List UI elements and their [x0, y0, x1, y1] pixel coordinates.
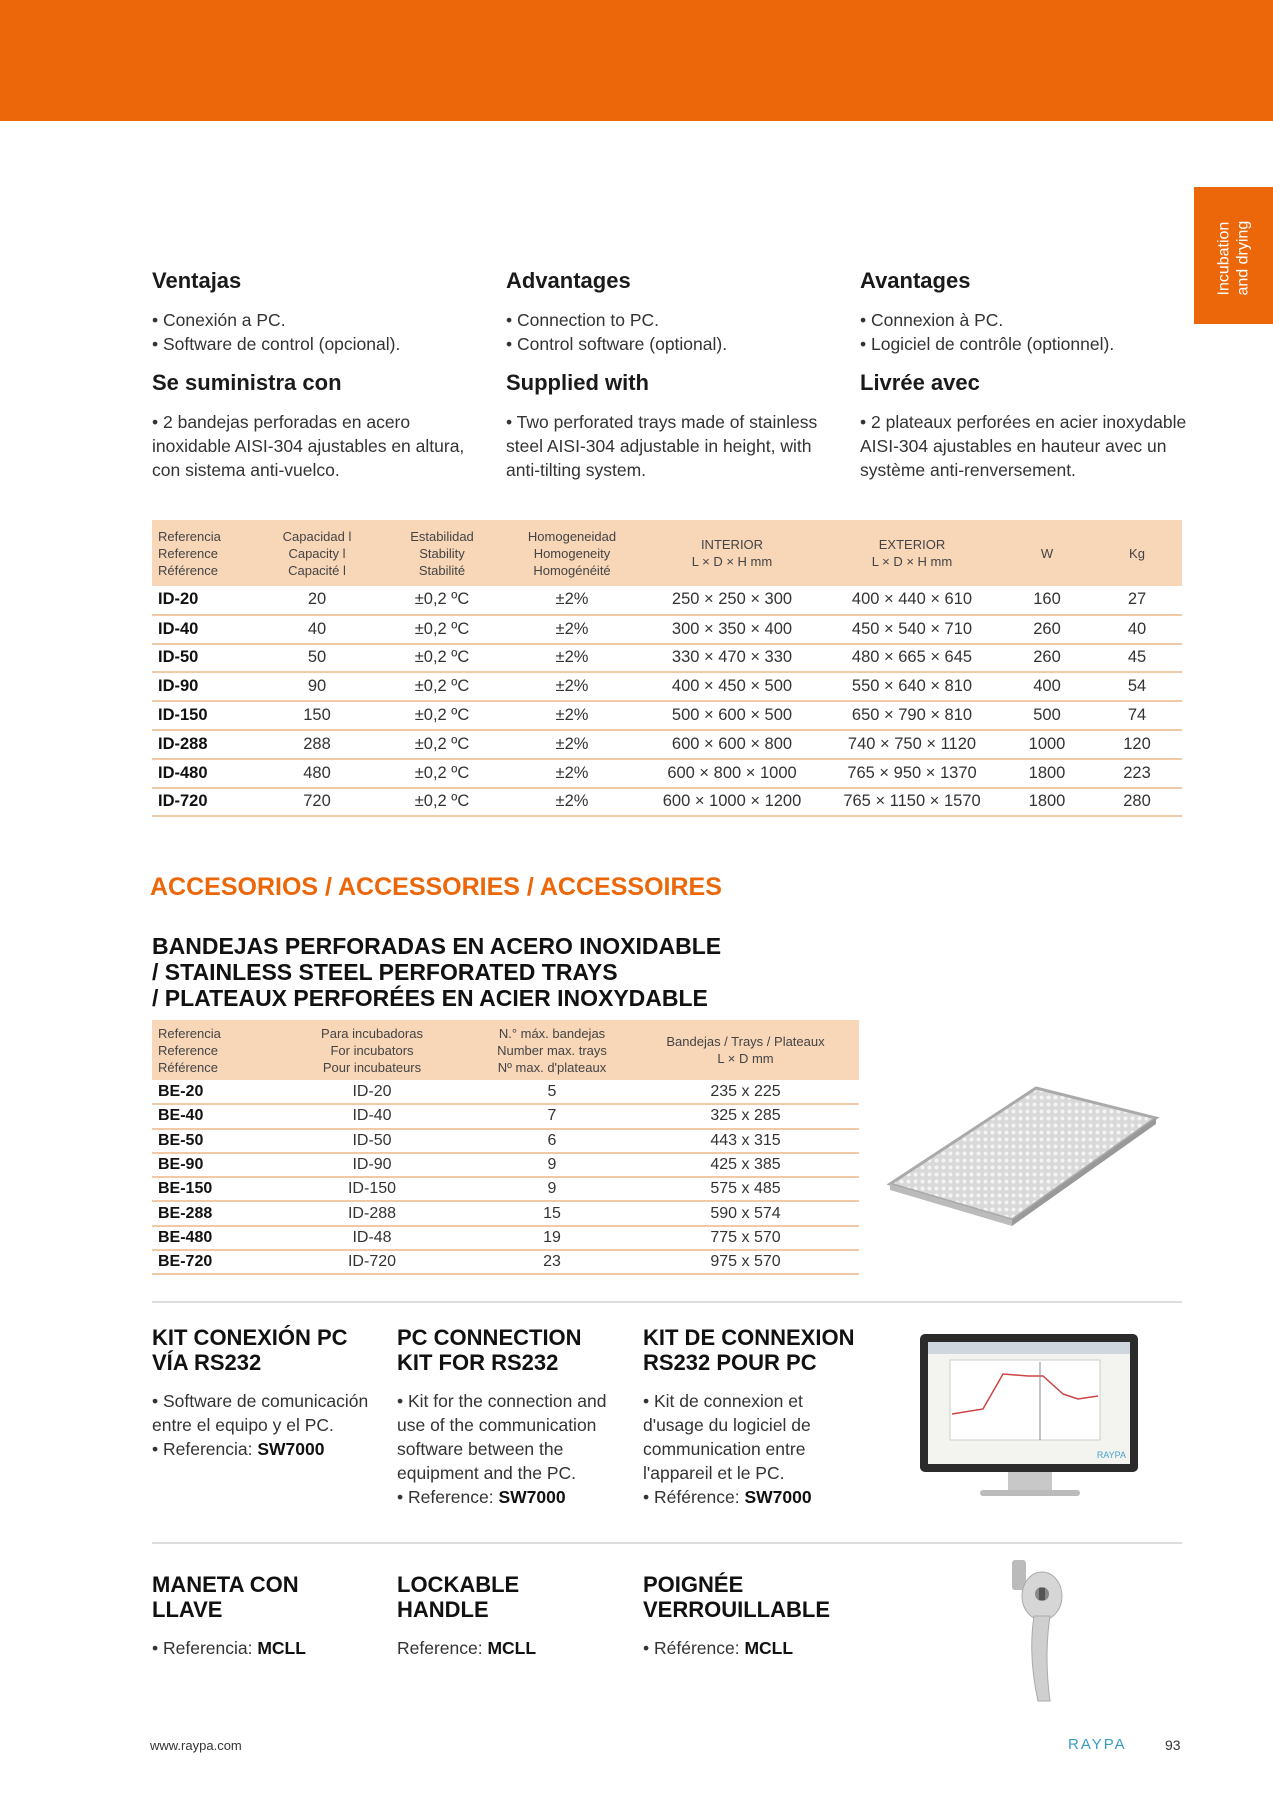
table-cell: 300 × 350 × 400 [642, 615, 822, 644]
supplied-title: Livrée avec [860, 370, 980, 395]
table-row [152, 1226, 859, 1250]
reference-cell: BE-20 [152, 1080, 272, 1104]
table-row [152, 759, 1182, 788]
table-cell: 40 [1092, 615, 1182, 644]
table-cell: 23 [472, 1250, 632, 1274]
handle-ref: MCLL [744, 1638, 794, 1658]
table-cell: 480 [252, 759, 382, 788]
specs-table [152, 520, 1182, 817]
table-cell: ±0,2 ºC [382, 759, 502, 788]
table-cell: 575 x 485 [632, 1177, 859, 1201]
table-cell: 150 [252, 701, 382, 730]
table-cell: ±2% [502, 615, 642, 644]
kit-text: • Software de comunicación entre el equipo y el PC. • Referencia: [152, 1391, 369, 1459]
table-cell: 5 [472, 1080, 632, 1104]
table-cell: 260 [1002, 644, 1092, 673]
table-cell: ±0,2 ºC [382, 788, 502, 817]
monitor-image [920, 1334, 1140, 1512]
advantages-title: Avantages [860, 268, 971, 293]
reference-cell: ID-720 [152, 788, 252, 817]
reference-cell: ID-20 [152, 586, 252, 615]
table-row [152, 1201, 859, 1225]
table-cell: ±2% [502, 759, 642, 788]
handle-text: • Referencia: [152, 1638, 258, 1658]
reference-cell: ID-90 [152, 672, 252, 701]
section-tab [1194, 187, 1273, 324]
table-row [152, 730, 1182, 759]
table-row [152, 1129, 859, 1153]
table-cell: ±0,2 ºC [382, 701, 502, 730]
divider [152, 1542, 1182, 1544]
table-row [152, 701, 1182, 730]
lockable-handle-image [1000, 1556, 1115, 1706]
column-header: Estabilidad Stability Stabilité [382, 520, 502, 586]
column-header: Homogeneidad Homogeneity Homogénéité [502, 520, 642, 586]
perforated-tray-image [884, 1080, 1160, 1230]
table-cell: ID-150 [272, 1177, 472, 1201]
reference-cell: ID-480 [152, 759, 252, 788]
table-cell: 1000 [1002, 730, 1092, 759]
handle-title: POIGNÉE VERROUILLABLE [643, 1572, 830, 1622]
kit-text: • Kit for the connection and use of the communication software between the equipment and the PC. • Reference: [397, 1391, 607, 1507]
kit-title: KIT DE CONNEXION RS232 POUR PC [643, 1325, 855, 1375]
table-cell: 500 [1002, 701, 1092, 730]
table-cell: ±2% [502, 701, 642, 730]
table-cell: 120 [1092, 730, 1182, 759]
table-cell: 450 × 540 × 710 [822, 615, 1002, 644]
table-cell: 400 [1002, 672, 1092, 701]
kit-ref: SW7000 [744, 1487, 812, 1507]
table-cell: 9 [472, 1153, 632, 1177]
table-cell: 50 [252, 644, 382, 673]
table-cell: 600 × 800 × 1000 [642, 759, 822, 788]
table-row [152, 1080, 859, 1104]
chart-graph [928, 1354, 1130, 1464]
kit-title: KIT CONEXIÓN PC VÍA RS232 [152, 1325, 348, 1375]
section-tab-label: Incubation and drying [1215, 220, 1252, 295]
table-cell: ±0,2 ºC [382, 730, 502, 759]
handle-ref: MCLL [257, 1638, 306, 1658]
handle-title: MANETA CON LLAVE [152, 1572, 299, 1622]
table-cell: 280 [1092, 788, 1182, 817]
table-cell: 1800 [1002, 759, 1092, 788]
reference-cell: BE-150 [152, 1177, 272, 1201]
reference-cell: BE-480 [152, 1226, 272, 1250]
table-cell: 720 [252, 788, 382, 817]
table-cell: 27 [1092, 586, 1182, 615]
column-header: INTERIOR L × D × H mm [642, 520, 822, 586]
monitor-brand: RAYPA [1096, 1450, 1126, 1460]
table-cell: ID-288 [272, 1201, 472, 1225]
table-cell: ±0,2 ºC [382, 586, 502, 615]
table-cell: ±0,2 ºC [382, 615, 502, 644]
table-cell: 975 x 570 [632, 1250, 859, 1274]
table-cell: 765 × 950 × 1370 [822, 759, 1002, 788]
table-cell: 775 x 570 [632, 1226, 859, 1250]
table-cell: ±2% [502, 672, 642, 701]
supplied-title: Se suministra con [152, 370, 342, 395]
trays-table [152, 1020, 859, 1275]
table-cell: 45 [1092, 644, 1182, 673]
table-cell: ±2% [502, 788, 642, 817]
handle-fr [643, 1572, 883, 1660]
table-cell: 9 [472, 1177, 632, 1201]
table-row [152, 1177, 859, 1201]
table-cell: ±2% [502, 586, 642, 615]
table-cell: ±0,2 ºC [382, 672, 502, 701]
table-cell: 740 × 750 × 1120 [822, 730, 1002, 759]
column-header: Referencia Reference Référence [152, 1020, 272, 1080]
handle-en [397, 1572, 627, 1660]
table-cell: 650 × 790 × 810 [822, 701, 1002, 730]
table-cell: 250 × 250 × 300 [642, 586, 822, 615]
handle-title: LOCKABLE HANDLE [397, 1572, 520, 1622]
reference-cell: BE-90 [152, 1153, 272, 1177]
table-cell: 40 [252, 615, 382, 644]
table-cell: 6 [472, 1129, 632, 1153]
table-cell: 590 x 574 [632, 1201, 859, 1225]
table-cell: ID-20 [272, 1080, 472, 1104]
table-cell: ID-48 [272, 1226, 472, 1250]
column-header: Kg [1092, 520, 1182, 586]
advantages-list: • Conexión a PC. • Software de control (opcional). [152, 310, 401, 354]
table-cell: 550 × 640 × 810 [822, 672, 1002, 701]
reference-cell: BE-288 [152, 1201, 272, 1225]
table-cell: 443 x 315 [632, 1129, 859, 1153]
table-cell: ID-90 [272, 1153, 472, 1177]
advantages-title: Advantages [506, 268, 631, 293]
kit-en [397, 1325, 627, 1509]
table-row [152, 672, 1182, 701]
table-row [152, 1153, 859, 1177]
column-header: N.° máx. bandejas Number max. trays Nº max. d'plateaux [472, 1020, 632, 1080]
kit-ref: SW7000 [257, 1439, 325, 1459]
advantages-list: • Connexion à PC. • Logiciel de contrôle (optionnel). [860, 310, 1115, 354]
table-cell: ±0,2 ºC [382, 644, 502, 673]
column-header: Bandejas / Trays / Plateaux L × D mm [632, 1020, 859, 1080]
table-cell: 160 [1002, 586, 1092, 615]
reference-cell: BE-720 [152, 1250, 272, 1274]
table-cell: 330 × 470 × 330 [642, 644, 822, 673]
column-fr [860, 268, 1200, 482]
kit-fr [643, 1325, 883, 1509]
advantages-title: Ventajas [152, 268, 242, 293]
column-header: EXTERIOR L × D × H mm [822, 520, 1002, 586]
table-cell: ±2% [502, 644, 642, 673]
table-cell: 288 [252, 730, 382, 759]
header-bar [0, 0, 1273, 121]
table-cell: 480 × 665 × 645 [822, 644, 1002, 673]
table-cell: 600 × 1000 × 1200 [642, 788, 822, 817]
column-header: Referencia Reference Référence [152, 520, 252, 586]
page-number: 93 [1165, 1737, 1181, 1753]
column-header: W [1002, 520, 1092, 586]
table-cell: 500 × 600 × 500 [642, 701, 822, 730]
table-cell: 400 × 450 × 500 [642, 672, 822, 701]
table-row [152, 1250, 859, 1274]
kit-text: • Kit de connexion et d'usage du logiciel de communication entre l'appareil et le PC. • Référence: [643, 1391, 811, 1507]
table-cell: 260 [1002, 615, 1092, 644]
reference-cell: ID-288 [152, 730, 252, 759]
footer-brand-logo: RAYPA [1068, 1736, 1127, 1753]
accessories-title: ACCESORIOS / ACCESSORIES / ACCESSOIRES [150, 873, 722, 901]
handle-ref: MCLL [487, 1638, 537, 1658]
table-row [152, 788, 1182, 817]
table-cell: 1800 [1002, 788, 1092, 817]
kit-ref: SW7000 [498, 1487, 566, 1507]
supplied-text: • 2 bandejas perforadas en acero inoxidable AISI-304 ajustables en altura, con sistema anti-vuelco. [152, 412, 465, 480]
table-cell: 400 × 440 × 610 [822, 586, 1002, 615]
table-row [152, 644, 1182, 673]
table-cell: 74 [1092, 701, 1182, 730]
divider [152, 1301, 1182, 1303]
table-row [152, 586, 1182, 615]
table-cell: 600 × 600 × 800 [642, 730, 822, 759]
reference-cell: BE-50 [152, 1129, 272, 1153]
reference-cell: BE-40 [152, 1104, 272, 1128]
reference-cell: ID-150 [152, 701, 252, 730]
table-row [152, 615, 1182, 644]
table-cell: 19 [472, 1226, 632, 1250]
supplied-title: Supplied with [506, 370, 649, 395]
kit-title: PC CONNECTION KIT FOR RS232 [397, 1325, 582, 1375]
table-cell: 765 × 1150 × 1570 [822, 788, 1002, 817]
table-cell: ID-40 [272, 1104, 472, 1128]
handle-es [152, 1572, 382, 1660]
table-cell: 325 x 285 [632, 1104, 859, 1128]
footer-url[interactable]: www.raypa.com [150, 1738, 242, 1753]
table-row [152, 1104, 859, 1128]
table-cell: 7 [472, 1104, 632, 1128]
trays-title: BANDEJAS PERFORADAS EN ACERO INOXIDABLE / STAINLESS STEEL PERFORATED TRAYS / PLATEAUX PERFORÉES EN ACIER INOXYDABLE [152, 933, 722, 1011]
advantages-list: • Connection to PC. • Control software (optional). [506, 310, 728, 354]
column-en [506, 268, 836, 482]
table-cell: 223 [1092, 759, 1182, 788]
table-cell: 425 x 385 [632, 1153, 859, 1177]
table-cell: 15 [472, 1201, 632, 1225]
handle-text: • Référence: [643, 1638, 745, 1658]
table-cell: ±2% [502, 730, 642, 759]
column-es [152, 268, 482, 482]
handle-text: Reference: [397, 1638, 488, 1658]
supplied-text: • 2 plateaux perforées en acier inoxydable AISI-304 ajustables en hauteur avec un système anti-renversement. [860, 412, 1187, 480]
supplied-text: • Two perforated trays made of stainless steel AISI-304 adjustable in height, with anti-tilting system. [506, 412, 818, 480]
table-cell: 20 [252, 586, 382, 615]
table-cell: ID-720 [272, 1250, 472, 1274]
column-header: Para incubadoras For incubators Pour incubateurs [272, 1020, 472, 1080]
table-cell: 54 [1092, 672, 1182, 701]
column-header: Capacidad l Capacity l Capacité l [252, 520, 382, 586]
table-cell: ID-50 [272, 1129, 472, 1153]
reference-cell: ID-50 [152, 644, 252, 673]
kit-es [152, 1325, 382, 1461]
table-cell: 235 x 225 [632, 1080, 859, 1104]
reference-cell: ID-40 [152, 615, 252, 644]
table-cell: 90 [252, 672, 382, 701]
